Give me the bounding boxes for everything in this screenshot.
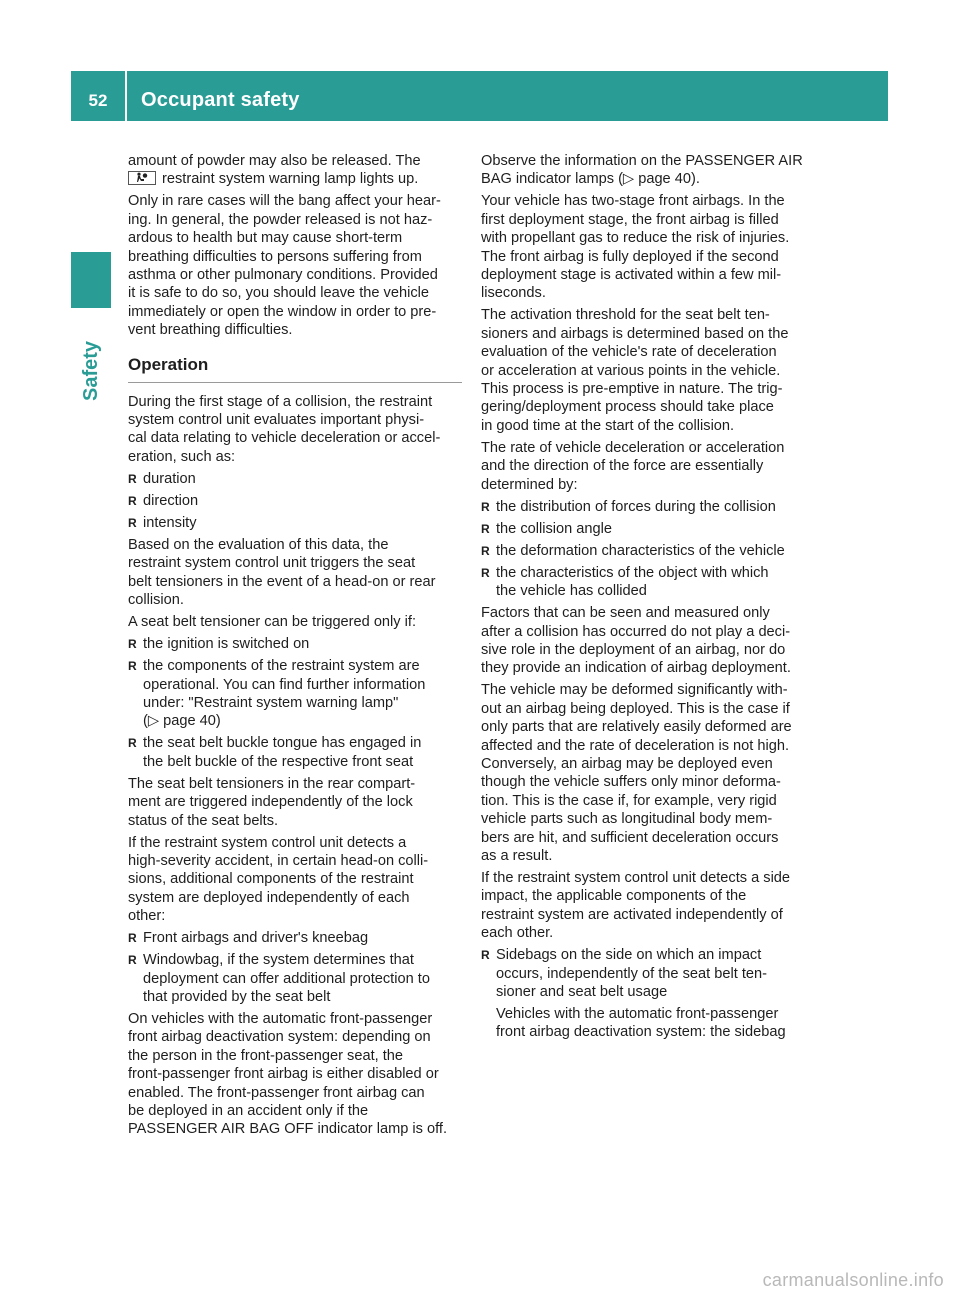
bullet-list [481,946,815,1001]
paragraph: The seat belt tensioners in the rear compart- ment are triggered independently of the lock status of the seat belts. [128,775,416,829]
list-item: R the distribution of forces during the collision [481,498,815,516]
paragraph: Based on the evaluation of this data, the restraint system control unit triggers the seat belt tensioners in the event of a head-on or rear collision. [128,536,436,609]
bullet-list [128,929,462,1006]
list-item: R Windowbag, if the system determines that deployment can offer additional protection to that provided by the seat belt [128,951,462,1006]
header-divider [125,71,127,121]
list-item: R duration [128,470,462,488]
paragraph: Only in rare cases will the bang affect your hear- ing. In general, the powder released is not haz- ardous to health but may cause short-term breathing difficulties to persons suffering from asthma or other pulmonary conditions. Provided it is safe to do so, you should leave the vehicle immediately or open the window in order to pre- vent breathing difficulties. [128,193,441,339]
bullet-list [128,470,462,532]
page-title: Occupant safety [141,89,300,111]
bullet-list [128,635,462,771]
list-item: R Sidebags on the side on which an impact occurs, independently of the seat belt ten- sioner and seat belt usage [481,946,815,1001]
paragraph: If the restraint system control unit detects a high-severity accident, in certain head-on colli- sions, additional components of the restraint system are deployed independently of each other: [128,834,429,925]
paragraph: If the restraint system control unit detects a side impact, the applicable components of the restraint system are activated independently of each other. [481,869,791,942]
paragraph: Factors that can be seen and measured only after a collision has occurred do not play a deci- sive role in the deployment of an airbag, nor do they provide an indication of airbag deployment. [481,605,791,677]
paragraph-page-ref[interactable]: Observe the information on the PASSENGER AIR BAG indicator lamps (▷ page 40). [481,153,803,188]
paragraph: On vehicles with the automatic front-passenger front airbag deactivation system: depending on the person in the front-passenger seat, the front-passenger front airbag is either disabled or enabled. The front-passenger front airbag can be deployed in an accident only if the PASSENGER AIR BAG OFF indicator lamp is off. [128,1010,448,1138]
bullet-list [481,498,815,601]
section-label: Safety [80,340,102,401]
list-item: R the ignition is switched on [128,635,462,653]
list-item: R the deformation characteristics of the vehicle [481,542,815,560]
paragraph: The vehicle may be deformed significantly with- out an airbag being deployed. This is the case if only parts that are relatively easily deformed are affected and the rate of deceleration is not high. Conversely, an airbag may be deployed even though the vehicle suffers only minor deforma- tion. This is the case if, for example, very rigid vehicle parts such as longitudinal body mem- bers are hit, and sufficient deceleration occurs as a result. [481,682,792,864]
section-marker [71,252,111,308]
right-column [481,152,815,1045]
list-item: R the collision angle [481,520,815,538]
list-item-page-ref[interactable]: R the components of the restraint system are operational. You can find further information under: "Restraint system warning lamp" (▷ page 40) [128,657,462,731]
list-item: R direction [128,492,462,510]
paragraph: The activation threshold for the seat belt ten- sioners and airbags is determined based on the evaluation of the vehicle's rate of deceleration or acceleration at various points in the vehicle. This process is pre-emptive in nature. The trig- gering/deployment process should take place in good time at the start of the collision. [481,307,789,434]
paragraph: Your vehicle has two-stage front airbags. In the first deployment stage, the front airbag is filled with propellant gas to reduce the risk of injuries. The front airbag is fully deployed if the second deployment stage is activated within a few mil- liseconds. [481,193,790,302]
paragraph: Vehicles with the automatic front-passenger front airbag deactivation system: the sidebag [496,1006,786,1041]
list-item: R intensity [128,514,462,532]
paragraph: amount of powder may also be released. The restraint system warning lamp lights up. [128,153,421,188]
paragraph: A seat belt tensioner can be triggered only if: [128,614,416,631]
watermark: carmanualsonline.info [762,1270,944,1290]
paragraph: The rate of vehicle deceleration or acceleration and the direction of the force are essentially determined by: [481,439,785,493]
paragraph: During the first stage of a collision, the restraint system control unit evaluates important physi- cal data relating to vehicle deceleration or accel- eration, such as: [128,393,441,465]
section-heading: Operation [128,354,462,383]
list-item: R Front airbags and driver's kneebag [128,929,462,947]
page-number: 52 [88,91,108,110]
airbag-warning-icon [128,171,156,185]
list-item: R the seat belt buckle tongue has engaged in the belt buckle of the respective front seat [128,734,462,771]
list-item: R the characteristics of the object with which the vehicle has collided [481,564,815,601]
left-column [128,152,462,1142]
